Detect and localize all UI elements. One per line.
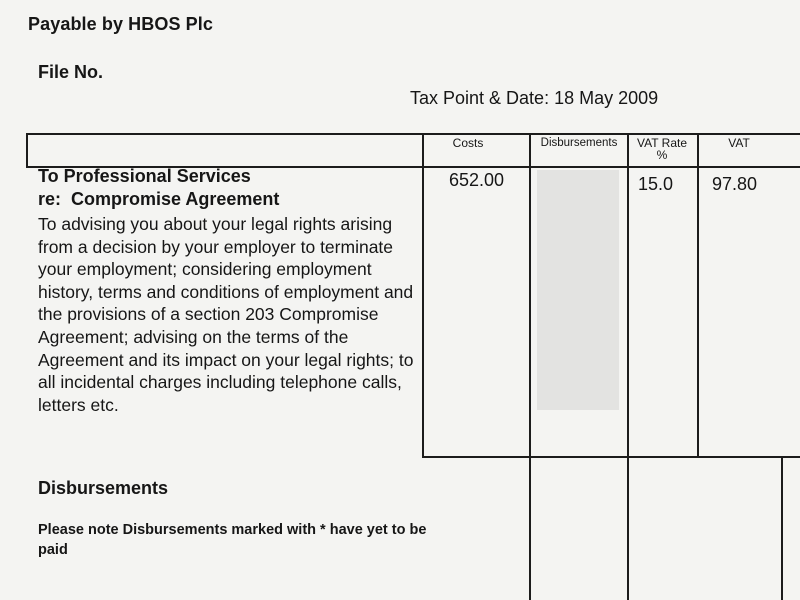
disbursements-shaded-area (537, 170, 619, 410)
service-title: To Professional Services (38, 166, 251, 186)
column-divider-vat-extended (781, 457, 783, 600)
column-header-vat-rate: VAT Rate % (636, 136, 688, 162)
disbursements-heading: Disbursements (38, 478, 169, 498)
column-divider-vat-rate (697, 133, 699, 457)
disbursements-note: Please note Disbursements marked with * have yet to be paid (38, 522, 427, 558)
service-description: To advising you about your legal rights arising from a decision by your employer to terminate your employment; considering employment history, terms and conditions of employment and the provisions of a section 203 Compromise Agreement; advising on the terms of the Agreement and its impact on your legal rights; to all incidental charges including telephone calls, letters etc. (38, 214, 414, 415)
service-subject: re: Compromise Agreement (38, 189, 280, 209)
tax-point-date: Tax Point & Date: 18 May 2009 (410, 88, 659, 108)
vat-value: 97.80 (712, 174, 758, 194)
column-header-vat: VAT (728, 136, 750, 150)
payable-by-label: Payable by HBOS Plc (28, 14, 213, 34)
vat-rate-value: 15.0 (638, 174, 674, 194)
column-divider-description (422, 133, 424, 457)
costs-value: 652.00 (449, 170, 505, 190)
column-header-disbursements: Disbursements (540, 137, 618, 149)
services-bottom-border (422, 456, 800, 458)
file-number-label: File No. (38, 62, 104, 82)
column-header-costs: Costs (452, 136, 484, 150)
column-divider-costs (529, 133, 531, 600)
table-top-border (26, 133, 800, 135)
table-left-border (26, 133, 28, 168)
column-divider-disbursements (627, 133, 629, 600)
